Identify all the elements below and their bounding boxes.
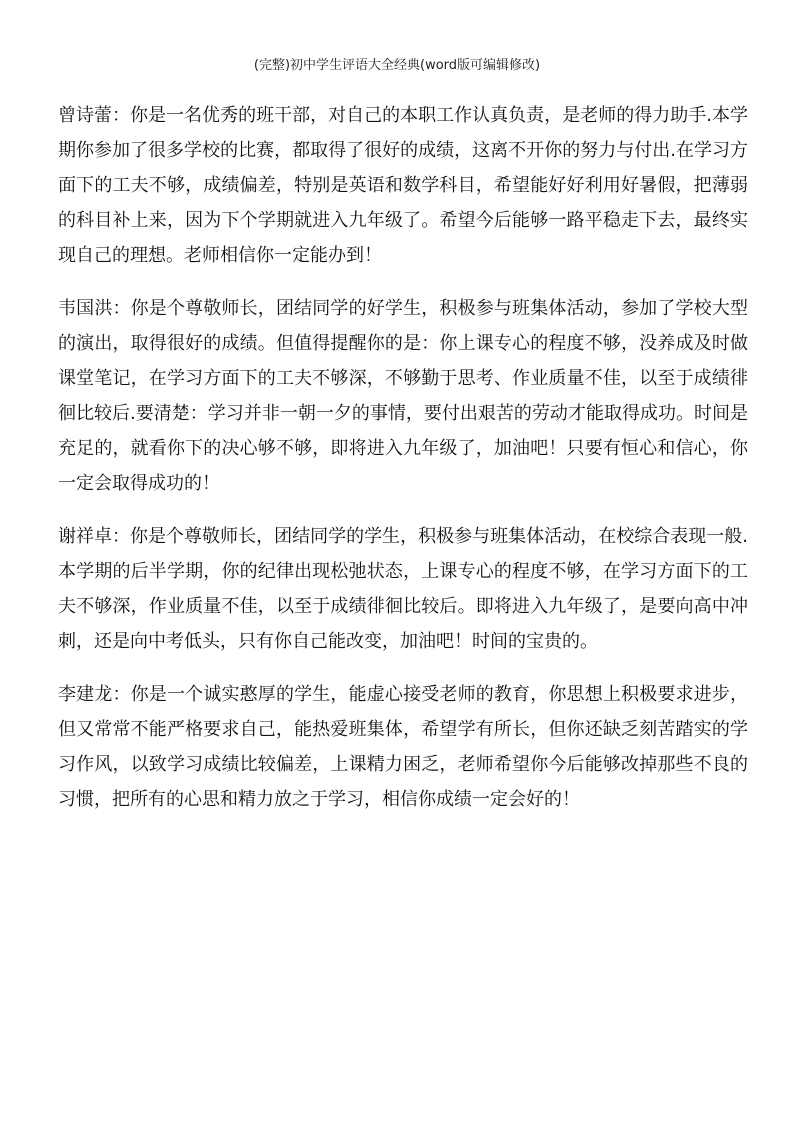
comment-paragraph: 曾诗蕾：你是一名优秀的班干部，对自己的本职工作认真负责，是老师的得力助手.本学期你参加了很多学校的比赛，都取得了很好的成绩，这离不开你的努力与付出.在学习方面下的工夫不够，成绩偏差，特别是英语和数学科目，希望能好好利用好暑假，把薄弱的科目补上来，因为下个学期就进入九年级了。希望今后能够一路平稳走下去，最终实现自己的理想。老师相信你一定能办到！ [58, 105, 748, 266]
comment-paragraph: 李建龙：你是一个诚实憨厚的学生，能虚心接受老师的教育，你思想上积极要求进步，但又常常不能严格要求自己，能热爱班集体，希望学有所长，但你还缺乏刻苦踏实的学习作风，以致学习成绩比较偏差，上课精力困乏，老师希望你今后能够改掉那些不良的习惯，把所有的心思和精力放之于学习，相信你成绩一定会好的！ [58, 684, 748, 810]
comment-paragraph: 谢祥卓：你是个尊敬师长，团结同学的学生，积极参与班集体活动，在校综合表现一般.本学期的后半学期，你的纪律出现松弛状态，上课专心的程度不够，在学习方面下的工夫不够深，作业质量不佳，以至于成绩徘徊比较后。即将进入九年级了，是要向高中冲刺，还是向中考低头，只有你自己能改变，加油吧！时间的宝贵的。 [58, 526, 748, 652]
page-header: (完整)初中学生评语大全经典(word版可编辑修改) [253, 58, 541, 73]
document-body [58, 98, 748, 835]
comment-paragraph: 韦国洪：你是个尊敬师长，团结同学的好学生，积极参与班集体活动，参加了学校大型的演出，取得很好的成绩。但值得提醒你的是：你上课专心的程度不够，没养成及时做课堂笔记，在学习方面下的工夫不够深，不够勤于思考、作业质量不佳，以至于成绩徘徊比较后.要清楚：学习并非一朝一夕的事情，要付出艰苦的劳动才能取得成功。时间是充足的，就看你下的决心够不够，即将进入九年级了，加油吧！只要有恒心和信心，你一定会取得成功的！ [58, 298, 748, 494]
